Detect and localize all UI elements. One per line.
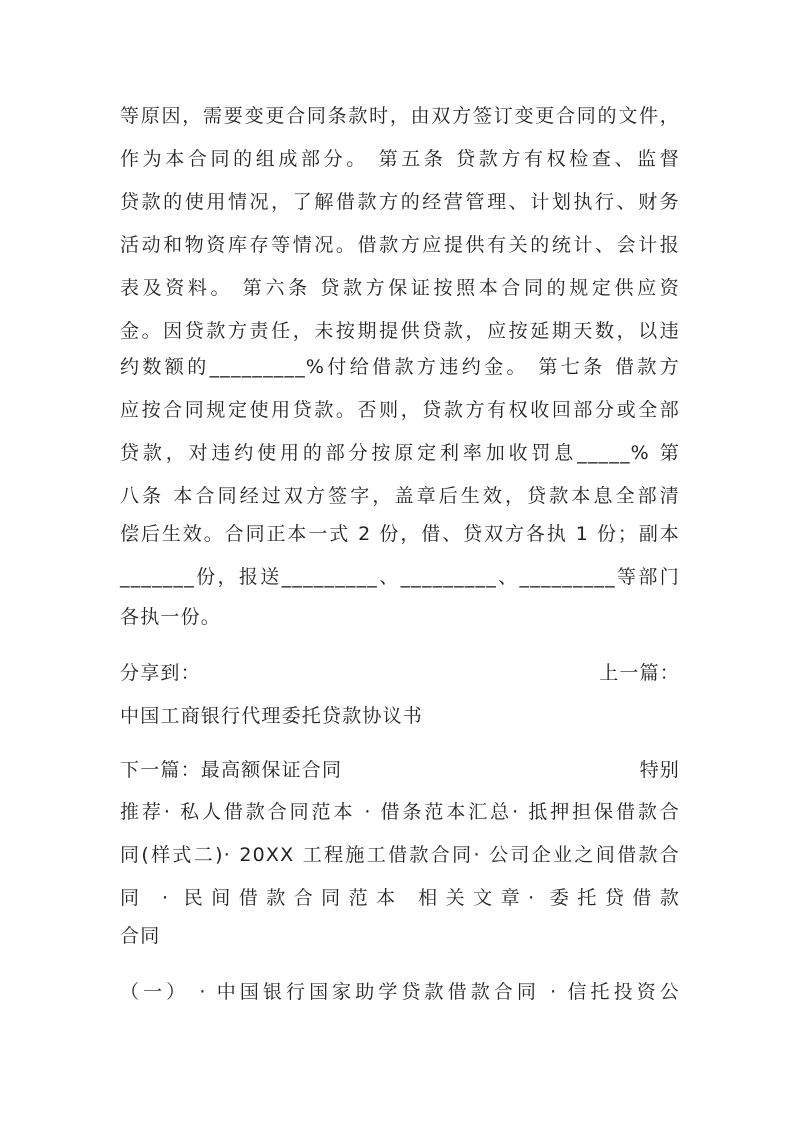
body-line: 偿后生效。合同正本一式 2 份，借、贷双方各执 1 份；副本 [120, 523, 680, 545]
recommend-line[interactable]: 同(样式二)· 20XX 工程施工借款合同· 公司企业之间借款合 [120, 844, 680, 866]
related-line[interactable]: （一） · 中国银行国家助学贷款借款合同 · 信托投资公 [120, 981, 680, 1003]
prev-label: 上一篇： [599, 662, 680, 684]
body-line: 约数额的_________%付给借款方违约金。 第七条 借款方 [120, 356, 680, 378]
next-article-link[interactable]: 下一篇：最高额保证合同 [120, 759, 343, 781]
special-label: 特别 [639, 759, 680, 781]
prev-article-link[interactable]: 中国工商银行代理委托贷款协议书 [120, 705, 424, 727]
body-line: 金。因贷款方责任，未按期提供贷款，应按延期天数，以违 [120, 320, 680, 342]
body-line: 贷款的使用情况，了解借款方的经营管理、计划执行、财务 [120, 191, 680, 213]
body-line: 各执一份。 [120, 606, 222, 628]
body-line: 贷款，对违约使用的部分按原定利率加收罚息_____% 第 [120, 442, 680, 464]
body-line: 八条 本合同经过双方签字，盖章后生效，贷款本息全部清 [120, 485, 680, 507]
recommend-line[interactable]: 推荐· 私人借款合同范本 · 借条范本汇总· 抵押担保借款合 [120, 801, 680, 823]
body-line: 作为本合同的组成部分。 第五条 贷款方有权检查、监督 [120, 148, 680, 170]
share-label: 分享到： [120, 662, 201, 684]
recommend-line[interactable]: 合同 [120, 925, 161, 947]
body-line: 活动和物资库存等情况。借款方应提供有关的统计、会计报 [120, 234, 680, 256]
recommend-line[interactable]: 同 · 民间借款合同范本 相关文章· 委托贷借款 [120, 887, 680, 909]
body-line: 表及资料。 第六条 贷款方保证按照本合同的规定供应资 [120, 277, 680, 299]
body-line: 应按合同规定使用贷款。否则，贷款方有权收回部分或全部 [120, 399, 680, 421]
body-line: _______份，报送_________、_________、_________等部门 [120, 566, 680, 588]
body-line: 等原因，需要变更合同条款时，由双方签订变更合同的文件， [120, 105, 680, 127]
